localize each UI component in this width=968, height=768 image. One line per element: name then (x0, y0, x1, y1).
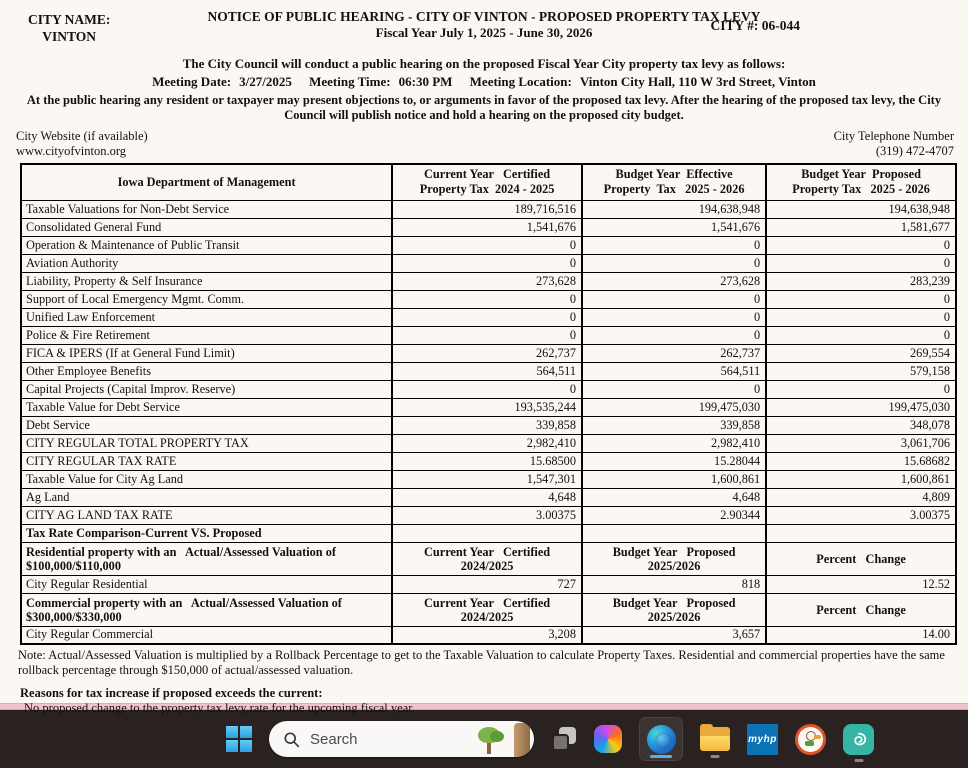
row-value: 15.28044 (582, 452, 766, 470)
levy-table-row (21, 308, 956, 326)
row-value: 1,600,861 (766, 470, 956, 488)
search-icon (283, 731, 300, 748)
hearing-intro-line: The City Council will conduct a public hearing on the proposed Fiscal Year City property tax levy as follows: (182, 56, 786, 71)
row-label: Ag Land (21, 488, 392, 506)
meeting-date-label: Meeting Date: (152, 74, 232, 89)
row-value: 0 (582, 308, 766, 326)
row-value: 3,657 (582, 626, 766, 644)
empty-cell (582, 524, 766, 542)
taskbar (0, 710, 968, 768)
row-value: 14.00 (766, 626, 956, 644)
row-value: 0 (766, 380, 956, 398)
document-header (0, 8, 968, 44)
levy-table-row (21, 416, 956, 434)
row-value: 0 (392, 290, 582, 308)
row-value: 2,982,410 (582, 434, 766, 452)
commercial-col-current: Current Year Certified 2024/2025 (392, 593, 582, 626)
duckduckgo-button[interactable] (795, 724, 826, 755)
task-view-icon (551, 726, 577, 752)
levy-table-row (21, 218, 956, 236)
row-value: 0 (766, 290, 956, 308)
row-value: 2.90344 (582, 506, 766, 524)
meeting-time-value: 06:30 PM (398, 74, 453, 89)
document-title: NOTICE OF PUBLIC HEARING - CITY OF VINTON - PROPOSED PROPERTY TAX LEVY (207, 9, 761, 24)
reasons-label: Reasons for tax increase if proposed exceeds the current: (20, 686, 323, 700)
levy-table-body (21, 200, 956, 524)
row-value: 3.00375 (766, 506, 956, 524)
file-explorer-running-indicator (711, 755, 720, 758)
phone-number: (319) 472-4707 (875, 144, 954, 158)
search-placeholder-text: Search (310, 730, 358, 748)
padlet-running-indicator (854, 759, 863, 762)
commercial-data-row (21, 626, 956, 644)
row-value: 269,554 (766, 344, 956, 362)
row-label: Consolidated General Fund (21, 218, 392, 236)
residential-header-row (21, 542, 956, 575)
row-label: City Regular Residential (21, 575, 392, 593)
windows-start-icon (226, 726, 252, 752)
row-value: 339,858 (582, 416, 766, 434)
padlet-button[interactable] (843, 724, 874, 755)
residential-label: Residential property with an Actual/Assessed Valuation of $100,000/$110,000 (21, 542, 392, 575)
comparison-title-row (21, 524, 956, 542)
row-label: CITY AG LAND TAX RATE (21, 506, 392, 524)
row-label: Taxable Value for City Ag Land (21, 470, 392, 488)
file-explorer-icon (700, 727, 730, 751)
city-name-value: VINTON (42, 29, 97, 44)
website-block (16, 129, 148, 159)
website-url: www.cityofvinton.org (16, 144, 127, 158)
row-value: 0 (582, 290, 766, 308)
row-value: 283,239 (766, 272, 956, 290)
levy-table-row (21, 344, 956, 362)
city-name-block (28, 11, 110, 45)
row-value: 4,809 (766, 488, 956, 506)
row-value: 348,078 (766, 416, 956, 434)
residential-col-percent: Percent Change (766, 542, 956, 575)
levy-table-row (21, 290, 956, 308)
meeting-time-label: Meeting Time: (309, 74, 391, 89)
header-budget-effective: Budget Year Effective Property Tax 2025 - 2026 (582, 164, 766, 200)
reasons-block (0, 678, 968, 716)
row-value: 1,581,677 (766, 218, 956, 236)
phone-label: City Telephone Number (833, 129, 954, 143)
levy-table-row (21, 380, 956, 398)
row-label: Aviation Authority (21, 254, 392, 272)
taskbar-icon-group (226, 717, 874, 761)
row-value: 1,541,676 (582, 218, 766, 236)
document-subtitle: Fiscal Year July 1, 2025 - June 30, 2026 (375, 25, 593, 40)
levy-table-header (21, 164, 956, 200)
header-current-year: Current Year Certified Property Tax 2024 - 2025 (392, 164, 582, 200)
levy-table-row (21, 254, 956, 272)
edge-active-indicator (650, 755, 672, 758)
row-value: 3.00375 (392, 506, 582, 524)
myhp-button[interactable] (747, 724, 778, 755)
myhp-icon-label: myhp (748, 733, 777, 745)
row-value: 579,158 (766, 362, 956, 380)
row-value: 0 (392, 308, 582, 326)
row-label: Police & Fire Retirement (21, 326, 392, 344)
myhp-icon (747, 724, 778, 755)
levy-table-row (21, 452, 956, 470)
edge-icon (647, 725, 676, 754)
task-view-button[interactable] (551, 726, 577, 752)
meeting-details-line (0, 74, 968, 90)
levy-table-row (21, 506, 956, 524)
header-budget-proposed: Budget Year Proposed Property Tax 2025 - 2026 (766, 164, 956, 200)
row-value: 0 (582, 236, 766, 254)
levy-table-row (21, 488, 956, 506)
commercial-label: Commercial property with an Actual/Assessed Valuation of $300,000/$330,000 (21, 593, 392, 626)
row-value: 15.68682 (766, 452, 956, 470)
row-value: 0 (766, 308, 956, 326)
commercial-col-percent: Percent Change (766, 593, 956, 626)
levy-table-row (21, 272, 956, 290)
row-value: 189,716,516 (392, 200, 582, 218)
row-value: 0 (582, 254, 766, 272)
row-value: 0 (392, 380, 582, 398)
residential-col-proposed: Budget Year Proposed 2025/2026 (582, 542, 766, 575)
levy-table-row (21, 398, 956, 416)
row-label: Taxable Valuations for Non-Debt Service (21, 200, 392, 218)
row-value: 262,737 (582, 344, 766, 362)
row-label: FICA & IPERS (If at General Fund Limit) (21, 344, 392, 362)
header-department: Iowa Department of Management (21, 164, 392, 200)
row-value: 1,600,861 (582, 470, 766, 488)
row-value: 199,475,030 (582, 398, 766, 416)
row-value: 0 (392, 236, 582, 254)
row-value: 4,648 (582, 488, 766, 506)
city-number: CITY #: 06-044 (710, 18, 800, 33)
row-value: 564,511 (582, 362, 766, 380)
copilot-icon (594, 725, 622, 753)
website-label: City Website (if available) (16, 129, 148, 143)
row-value: 273,628 (392, 272, 582, 290)
row-value: 0 (582, 326, 766, 344)
levy-table-row (21, 470, 956, 488)
copilot-button[interactable] (594, 725, 622, 753)
row-label: Liability, Property & Self Insurance (21, 272, 392, 290)
comparison-title: Tax Rate Comparison-Current VS. Proposed (21, 524, 392, 542)
meeting-date-value: 3/27/2025 (239, 74, 292, 89)
row-value: 199,475,030 (766, 398, 956, 416)
row-value: 727 (392, 575, 582, 593)
duckduckgo-icon (795, 724, 826, 755)
row-label: Unified Law Enforcement (21, 308, 392, 326)
contact-row (0, 123, 968, 161)
empty-cell (392, 524, 582, 542)
row-label: CITY REGULAR TOTAL PROPERTY TAX (21, 434, 392, 452)
search-input[interactable] (269, 721, 534, 757)
row-value: 818 (582, 575, 766, 593)
phone-block (834, 129, 954, 159)
row-value: 2,982,410 (392, 434, 582, 452)
commercial-col-proposed: Budget Year Proposed 2025/2026 (582, 593, 766, 626)
search-highlight-image (476, 721, 534, 757)
row-value: 194,638,948 (582, 200, 766, 218)
edge-button[interactable] (639, 717, 683, 761)
row-value: 0 (392, 254, 582, 272)
row-value: 0 (392, 326, 582, 344)
row-value: 193,535,244 (392, 398, 582, 416)
row-label: Operation & Maintenance of Public Transit (21, 236, 392, 254)
levy-table-row (21, 362, 956, 380)
city-name-label: CITY NAME: (28, 12, 111, 27)
row-value: 12.52 (766, 575, 956, 593)
hearing-note: At the public hearing any resident or taxpayer may present objections to, or arguments in favor of the proposed tax levy. After the hearing of the proposed tax levy, the City Council will publish notice and hold a hearing on the proposed city budget. (26, 93, 942, 122)
row-value: 339,858 (392, 416, 582, 434)
levy-table-row (21, 434, 956, 452)
meeting-location-label: Meeting Location: (469, 74, 572, 89)
row-label: City Regular Commercial (21, 626, 392, 644)
reasons-text: No proposed change to the property tax levy rate for the upcoming fiscal year. (24, 701, 415, 715)
row-label: Other Employee Benefits (21, 362, 392, 380)
file-explorer-button[interactable] (700, 727, 730, 751)
row-value: 4,648 (392, 488, 582, 506)
row-value: 194,638,948 (766, 200, 956, 218)
padlet-icon (843, 724, 874, 755)
levy-table-row (21, 236, 956, 254)
row-value: 3,208 (392, 626, 582, 644)
row-value: 0 (766, 236, 956, 254)
row-value: 564,511 (392, 362, 582, 380)
row-label: Taxable Value for Debt Service (21, 398, 392, 416)
comparison-section (21, 524, 956, 644)
row-value: 273,628 (582, 272, 766, 290)
row-value: 15.68500 (392, 452, 582, 470)
row-value: 0 (582, 380, 766, 398)
levy-table-row (21, 326, 956, 344)
meeting-location-value: Vinton City Hall, 110 W 3rd Street, Vinton (579, 74, 816, 89)
rollback-note: Note: Actual/Assessed Valuation is multiplied by a Rollback Percentage to get to the Taxable Valuation to calculate Property Taxes. Residential and commercial properties have the same rollback percentage through $150,000 of actual/assessed valuation. (18, 648, 945, 677)
residential-data-row (21, 575, 956, 593)
empty-cell (766, 524, 956, 542)
row-label: Support of Local Emergency Mgmt. Comm. (21, 290, 392, 308)
levy-table (20, 163, 957, 645)
row-label: Capital Projects (Capital Improv. Reserve) (21, 380, 392, 398)
row-value: 1,547,301 (392, 470, 582, 488)
row-value: 0 (766, 326, 956, 344)
row-value: 3,061,706 (766, 434, 956, 452)
commercial-header-row (21, 593, 956, 626)
row-value: 1,541,676 (392, 218, 582, 236)
residential-col-current: Current Year Certified 2024/2025 (392, 542, 582, 575)
row-label: Debt Service (21, 416, 392, 434)
row-value: 262,737 (392, 344, 582, 362)
levy-table-row (21, 200, 956, 218)
row-value: 0 (766, 254, 956, 272)
start-button[interactable] (226, 726, 252, 752)
row-label: CITY REGULAR TAX RATE (21, 452, 392, 470)
